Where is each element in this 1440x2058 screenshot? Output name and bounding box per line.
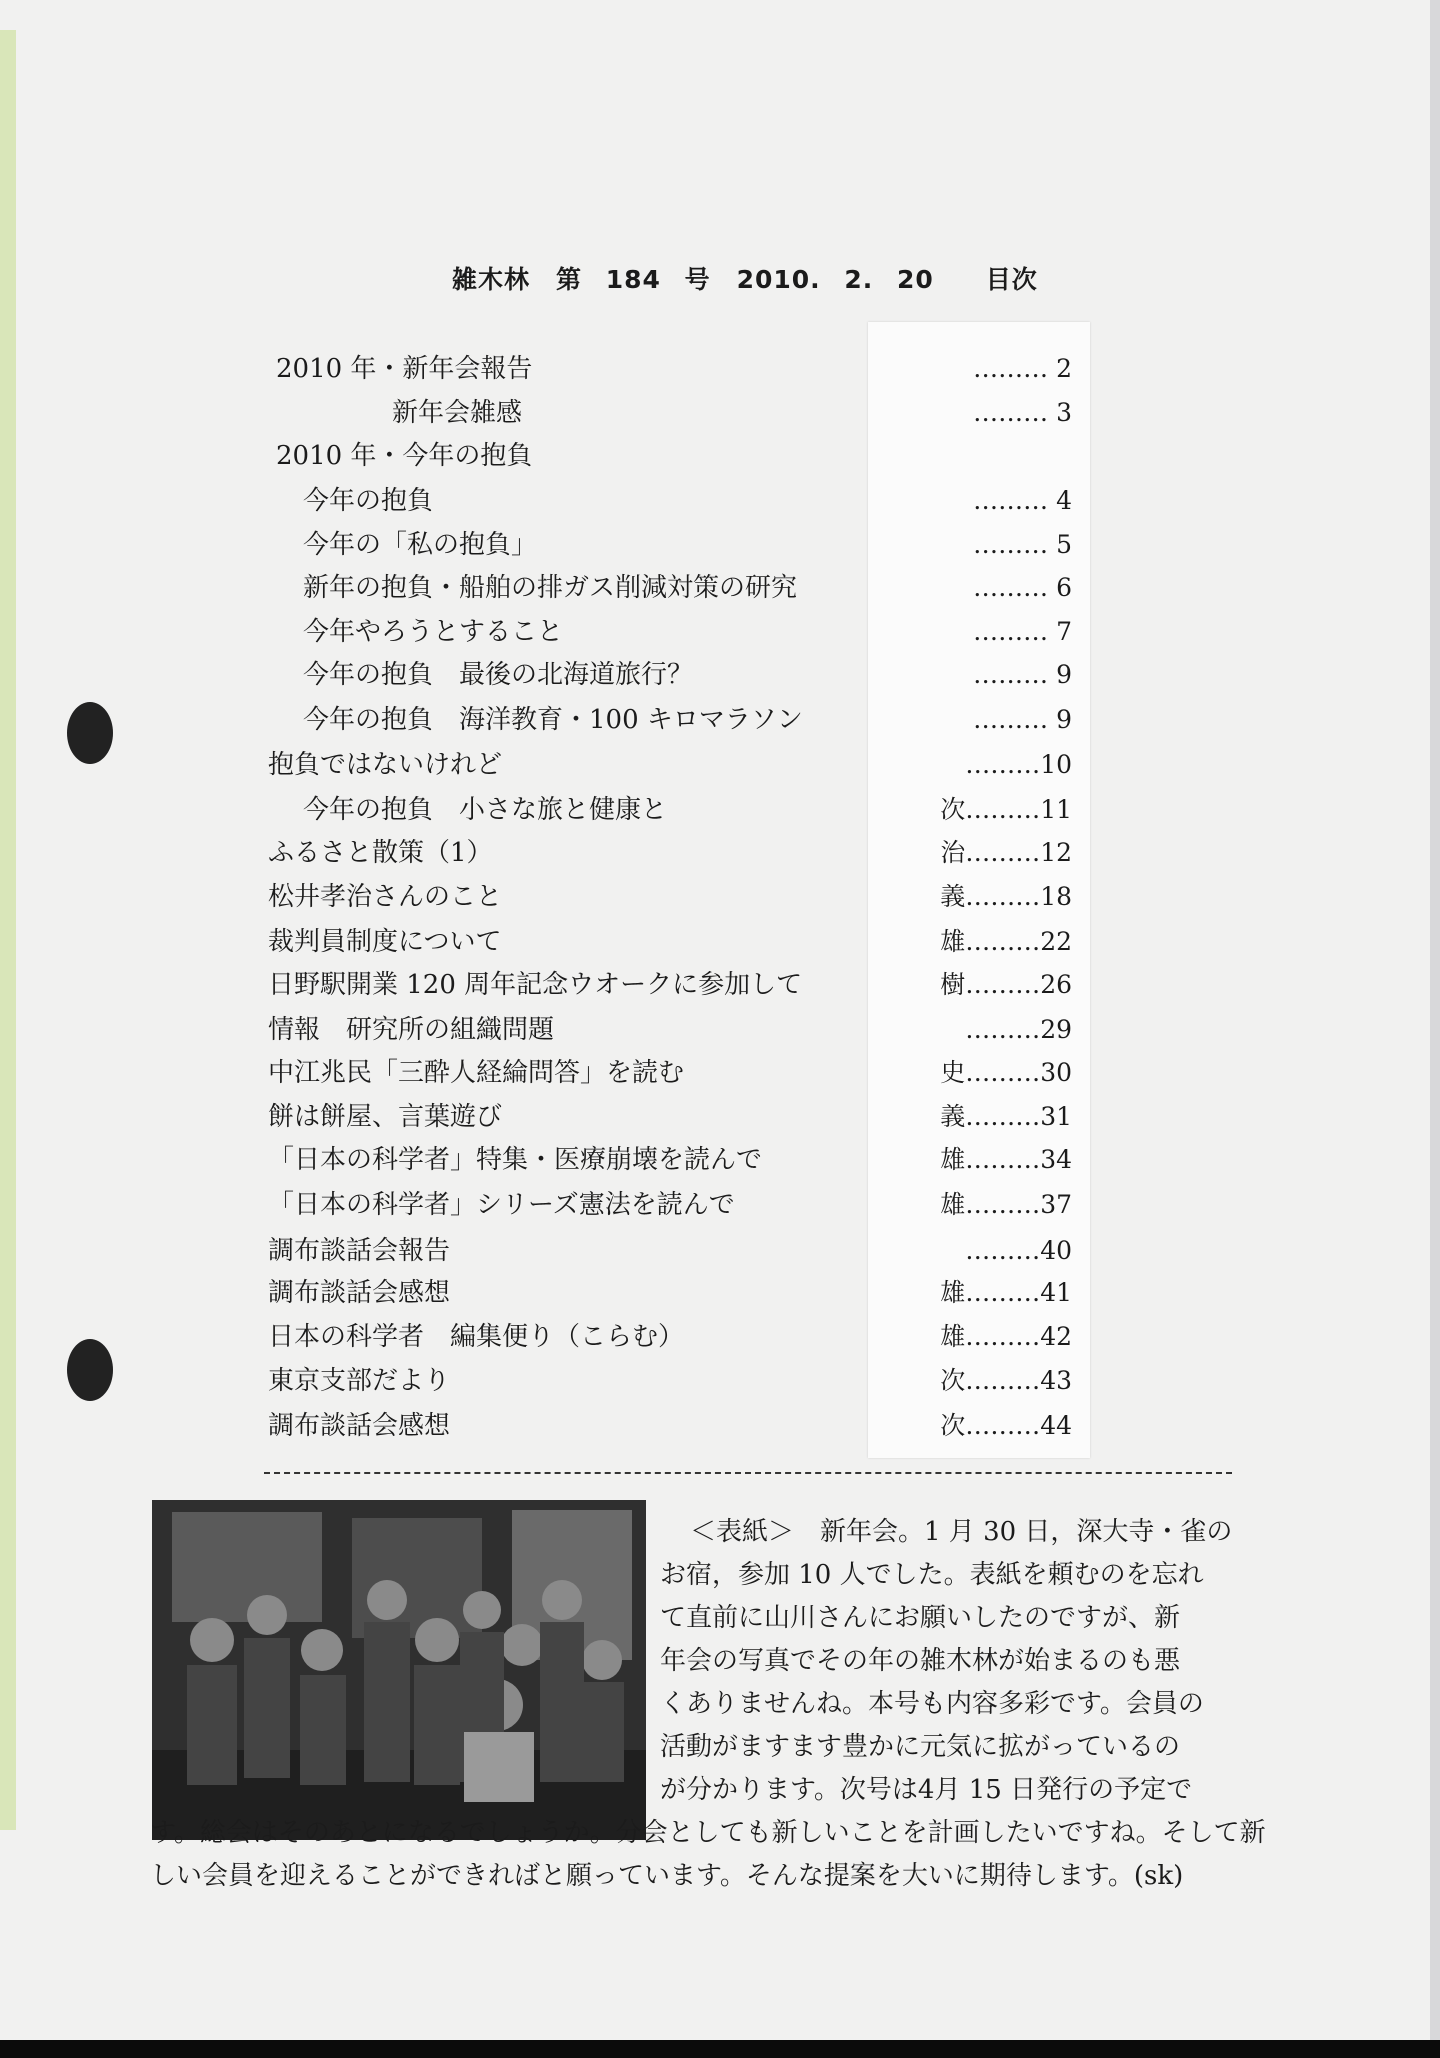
toc-entry-title: 今年の抱負 海洋教育・100 キロマラソン xyxy=(303,705,803,735)
toc-entry-page: ……… 4 xyxy=(973,486,1072,515)
toc-entry-page: ……… 6 xyxy=(973,573,1072,602)
toc-entry-page: ……… 7 xyxy=(973,617,1072,646)
toc-entry-title: 今年やろうとすること xyxy=(303,617,564,647)
toc-entry-title: 日本の科学者 編集便り（こらむ） xyxy=(268,1322,685,1352)
toc-entry-page: 次………11 xyxy=(940,795,1072,824)
toc-entry-page: 治………12 xyxy=(940,838,1072,867)
toc-entry-page: 雄………42 xyxy=(940,1322,1072,1351)
toc-entry-page: ……… 9 xyxy=(973,705,1072,734)
cover-caption-line: お宿，参加 10 人でした。表紙を頼むのを忘れ xyxy=(660,1560,1204,1590)
toc-entry-title: 調布談話会感想 xyxy=(268,1411,451,1441)
page-title: 雑木林 第 184 号 2010. 2. 20 目次 xyxy=(452,265,1038,294)
cover-caption-line: す。総会はそのあとになるでしょうか。分会としても新しいことを計画したいですね。そして新 xyxy=(150,1818,1266,1848)
toc-entry-page: 雄………22 xyxy=(940,927,1072,956)
toc-entry-title: 情報 研究所の組織問題 xyxy=(268,1015,555,1045)
paper-patch-overlay xyxy=(868,322,1090,1458)
punch-hole-top xyxy=(67,702,113,764)
toc-entry-page: ………29 xyxy=(965,1015,1072,1044)
toc-entry-title: 「日本の科学者」特集・医療崩壊を読んで xyxy=(268,1145,763,1175)
toc-entry-title: 今年の抱負 xyxy=(303,486,434,516)
cover-caption-line: くありませんね。本号も内容多彩です。会員の xyxy=(660,1689,1204,1719)
toc-entry-page: ……… 2 xyxy=(973,354,1072,383)
toc-entry-page: ……… 5 xyxy=(973,530,1072,559)
toc-entry-page: 雄………41 xyxy=(940,1278,1072,1307)
cover-caption-line: が分かります。次号は4月 15 日発行の予定で xyxy=(660,1775,1193,1805)
cover-caption-line: 活動がますます豊かに元気に拡がっているの xyxy=(660,1732,1181,1762)
toc-entry-page: 史………30 xyxy=(940,1058,1072,1087)
toc-entry-title: 今年の抱負 最後の北海道旅行？ xyxy=(303,660,694,690)
toc-entry-page: 雄………34 xyxy=(940,1145,1072,1174)
toc-entry-title: 松井孝治さんのこと xyxy=(268,882,503,912)
toc-entry-title: 新年会雑感 xyxy=(392,398,523,428)
toc-entry-title: 裁判員制度について xyxy=(268,927,502,957)
toc-entry-page: 樹………26 xyxy=(940,970,1072,999)
toc-entry-page: ……… 9 xyxy=(973,660,1072,689)
toc-entry-title: 今年の「私の抱負」 xyxy=(303,530,538,560)
group-photo-image xyxy=(152,1500,646,1840)
toc-entry-title: 日野駅開業 120 周年記念ウオークに参加して xyxy=(268,970,803,1000)
toc-entry-page: ………40 xyxy=(965,1236,1072,1265)
toc-entry-page: ……… 3 xyxy=(973,398,1072,427)
toc-entry-title: 東京支部だより xyxy=(268,1366,451,1396)
toc-entry-page: 次………44 xyxy=(940,1411,1072,1440)
toc-entry-title: 調布談話会感想 xyxy=(268,1278,451,1308)
paper-fold-edge xyxy=(1430,0,1440,2040)
divider-rule xyxy=(264,1472,1232,1474)
scan-edge xyxy=(0,2040,1440,2058)
toc-entry-page: 雄………37 xyxy=(940,1190,1072,1219)
toc-entry-page: 義………31 xyxy=(940,1102,1072,1131)
toc-entry-title: 2010 年・今年の抱負 xyxy=(276,441,533,471)
cover-caption-line: て直前に山川さんにお願いしたのですが、新 xyxy=(660,1603,1181,1633)
toc-entry-title: 餅は餅屋、言葉遊び xyxy=(268,1102,503,1132)
toc-entry-title: ふるさと散策（1） xyxy=(268,838,493,868)
toc-entry-title: 調布談話会報告 xyxy=(268,1236,451,1266)
toc-entry-title: 今年の抱負 小さな旅と健康と xyxy=(303,795,668,825)
green-page-edge xyxy=(0,30,16,1830)
punch-hole-bottom xyxy=(67,1339,113,1401)
toc-entry-title: 抱負ではないけれど xyxy=(268,750,503,780)
toc-entry-page: 次………43 xyxy=(940,1366,1072,1395)
toc-entry-title: 「日本の科学者」シリーズ憲法を読んで xyxy=(268,1190,735,1220)
cover-caption-line: しい会員を迎えることができればと願っています。そんな提案を大いに期待します。(sk) xyxy=(150,1861,1184,1891)
toc-entry-title: 中江兆民「三酔人経綸問答」を読む xyxy=(268,1058,685,1088)
toc-entry-title: 新年の抱負・船舶の排ガス削減対策の研究 xyxy=(303,573,798,603)
toc-entry-page: 義………18 xyxy=(940,882,1072,911)
cover-caption-line: ＜表紙＞ 新年会。1 月 30 日，深大寺・雀の xyxy=(690,1517,1233,1547)
toc-entry-title: 2010 年・新年会報告 xyxy=(276,354,533,384)
cover-photo xyxy=(152,1500,646,1840)
toc-entry-page: ………10 xyxy=(965,750,1072,779)
cover-caption-line: 年会の写真でその年の雑木林が始まるのも悪 xyxy=(660,1646,1181,1676)
